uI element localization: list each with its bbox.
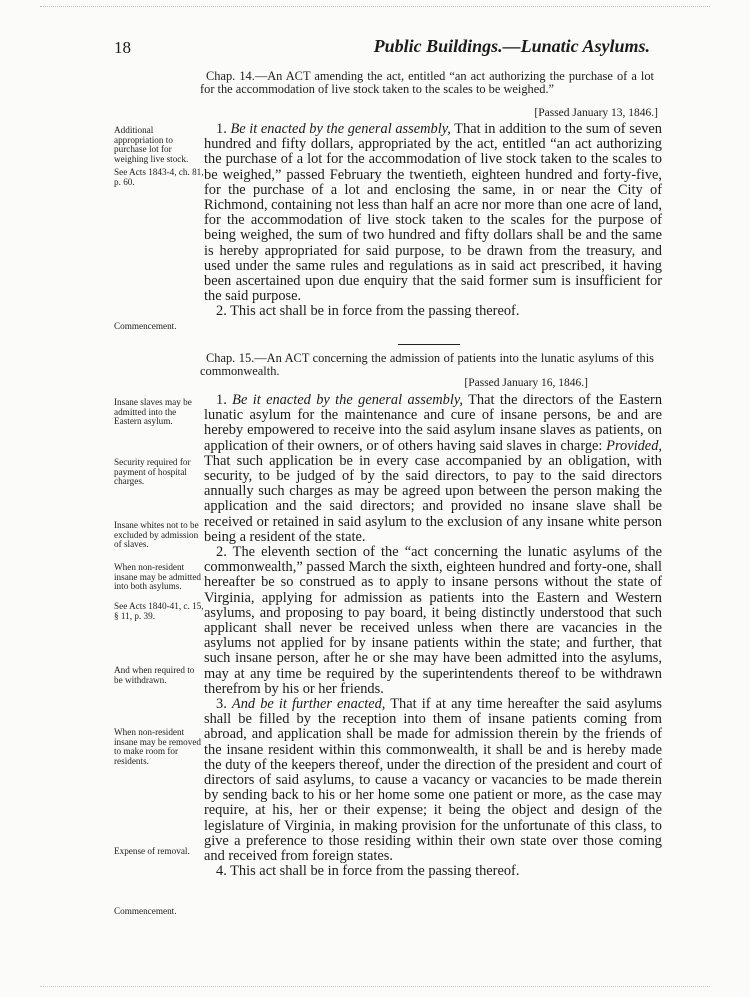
margin-note-insane-slaves: Insane slaves may be admitted into the Eastern asylum. (114, 397, 192, 427)
enacting-clause: And be it further enacted, (231, 696, 386, 713)
section-number: 3. (216, 696, 232, 713)
margin-note-commencement: Commencement. (114, 906, 177, 916)
margin-note-insane-whites: Insane whites not to be excluded by admission of slaves. (114, 520, 199, 550)
section-text: That if at any time hereafter the said asylums shall be filled by the reception into them of insane patients coming from abroad, and application shall be made for admission therein by the friends of the insane resident within this commonwealth, it shall be and is hereby made the duty of the keepers thereof, under the direction of the president and court of directors of said asylums, to cause a vacancy or vacancies to be made therein by sending back to his or her home some one patient or more, as the case may require, at his, her or their expense; it being the object and design of the legislature of Virginia, in making provision for the unfortunate of this class, to give a preference to those residing within their own state over those coming and received from foreign states. (204, 696, 662, 865)
margin-note-commencement: Commencement. (114, 321, 177, 331)
page-header (114, 38, 654, 64)
scan-edge-top (40, 6, 710, 7)
chap14-passed: [Passed January 13, 1846.] (534, 107, 658, 119)
chap14-heading: Chap. 14.—An ACT amending the act, entitled “an act authorizing the purchase of a lot for the accommodation of live stock taken to the scales to be weighed.” (200, 69, 654, 96)
chap15-body (204, 393, 662, 880)
chap15-section-2: 2. The eleventh section of the “act concerning the lunatic asylums of the commonwealth,” passed March the sixth, eighteen hundred and forty-one, shall hereafter be so construed as to apply to insane persons without the state of Virginia, applying for admission as patients into the Eastern and Western asylums, and proposing to pay board, it being distinctly understood that such applicant shall never be received unless when there are vacancies in the asylums not applied for by insane patients within the state; and further, that such insane person, after he or she may have been admitted into the asylums, may at any time be required by the superintendents thereof to be withdrawn therefrom by his or her friends. (204, 544, 662, 697)
chap14-section-2: 2. This act shall be in force from the passing thereof. (216, 303, 520, 320)
page-number: 18 (114, 38, 131, 57)
margin-note-see-acts-1843: See Acts 1843-4, ch. 81, p. 60. (114, 167, 204, 187)
running-head: Public Buildings.—Lunatic Asylums. (373, 36, 650, 56)
enacting-clause: Be it enacted by the general assembly, (230, 121, 451, 137)
section-text: That the directors of the Eastern lunatic asylum for the maintenance and cure of insane persons, be and are hereby empowered to receive into the said asylum insane slaves as patients, on application of their owners, or of others having said slaves in charge: (204, 392, 663, 454)
section-text: That in addition to the sum of seven hundred and fifty dollars, appropriated by the act, entitled “an act authorizing the purchase of a lot for the accommodation of live stock taken to the scales to be weighed,” passed February the twentieth, eighteen hundred and forty-five, for the purchase of a lot and enclosing the same, in or near the City of Richmond, containing not less than half an acre nor more than one acre of land, for the accommodation of live stock taken to the scales for the purpose of being weighed, the sum of two hundred and fifty dollars shall be and the same is hereby appropriated for said purpose, to be drawn from the treasury, and used under the same rules and regulations as in said act prescribed, it having been ascertained upon due enquiry that the said former sum is insufficient for the said purpose. (204, 121, 663, 305)
margin-note-security-required: Security required for payment of hospital charges. (114, 457, 191, 487)
proviso-word: Provided, (606, 437, 662, 454)
enacting-clause: Be it enacted by the general assembly, (232, 392, 464, 408)
margin-note-non-residents: When non-resident insane may be admitted into both asylums. (114, 562, 201, 592)
margin-note-additional-appropriation: Additional appropriation to purchase lot for weighing live stock. (114, 125, 189, 164)
chapter-divider (398, 344, 460, 345)
section-number: 1. (216, 121, 231, 137)
margin-note-withdrawn: And when required to be withdrawn. (114, 665, 195, 685)
margin-note-removed: When non-resident insane may be removed to make room for residents. (114, 727, 201, 766)
chap15-section-3 (204, 697, 662, 864)
section-number: 1. (216, 392, 233, 408)
chap15-section-4: 4. This act shall be in force from the passing thereof. (216, 863, 520, 880)
margin-note-expense: Expense of removal. (114, 846, 190, 856)
scan-edge-bottom (40, 986, 710, 987)
chap15-passed: [Passed January 16, 1846.] (464, 377, 588, 389)
margin-note-see-acts-1840: See Acts 1840-41, c. 15, § 11, p. 39. (114, 601, 204, 621)
chap15-heading: Chap. 15.—An ACT concerning the admission of patients into the lunatic asylums of this commonwealth. (200, 351, 654, 378)
chap15-section-1 (204, 393, 662, 545)
chap14-body (204, 122, 662, 320)
chap14-section-1 (204, 122, 662, 304)
section-text: That such application be in every case accompanied by an obligation, with security, to be judged of by the said directors, to pay to the said directors annually such charges as may be agreed upon between the person making the application and the said directors; and provided no insane slave shall be received or retained in said asylum to the exclusion of any insane white person being a resident of the state. (204, 452, 662, 545)
